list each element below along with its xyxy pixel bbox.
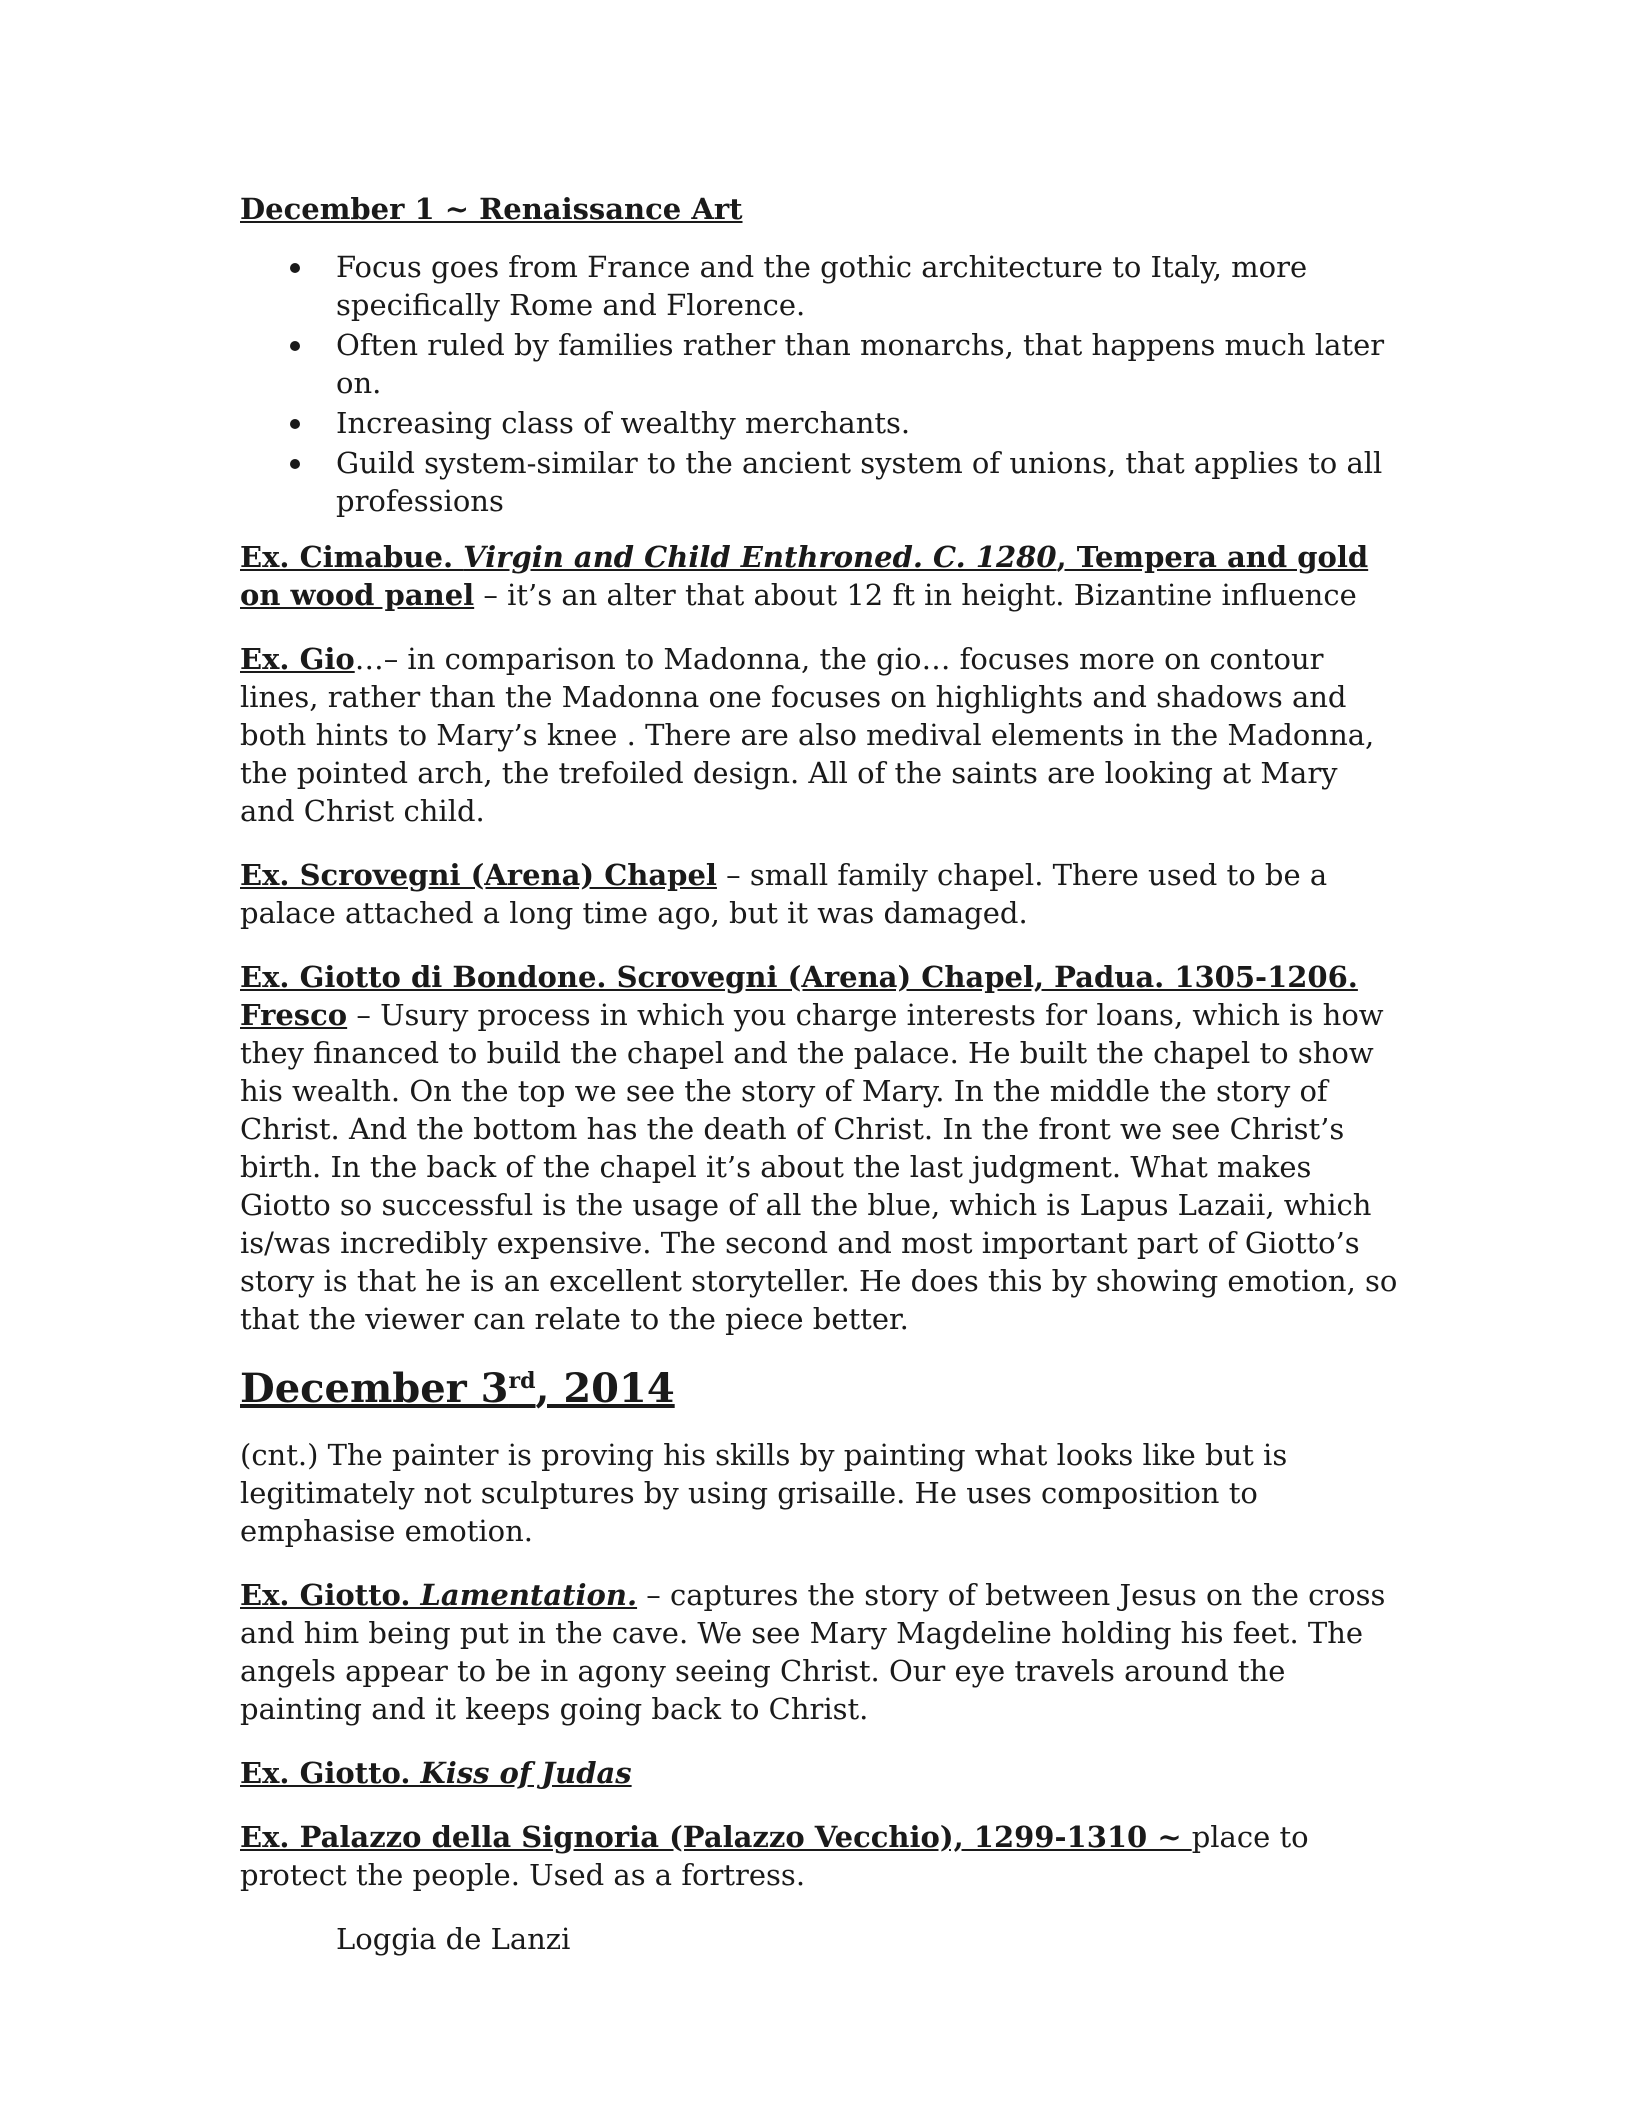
- heading-december-3: December 3rd, 2014: [240, 1365, 675, 1412]
- list-item: Increasing class of wealthy merchants.: [240, 404, 1400, 442]
- entry-gio: [240, 640, 1400, 830]
- entry-lead: Ex. Giotto. Lamentation.: [240, 1578, 638, 1612]
- entry-body: – Usury process in which you charge interests for loans, which is how they financed to build the chapel and the palace. He built the chapel to show his wealth. On the top we see the story of Mary. In the middle the story of Christ. And the bottom has the death of Christ. In the front we see Christ’s birth. In the back of the chapel it’s about the last judgment. What makes Giotto so successful is the usage of all the blue, which is Lapus Lazaii, which is/was incredibly expensive. The second and most important part of Giotto’s story is that he is an excellent storyteller. He does this by showing emotion, so that the viewer can relate to the piece better.: [240, 998, 1398, 1336]
- entry-body: – small family chapel. There used to be a palace attached a long time ago, but it was damaged.: [240, 858, 1328, 930]
- loggia-line: Loggia de Lanzi: [336, 1922, 571, 1956]
- entry-lead: Ex. Cimabue. Virgin and Child Enthroned. C. 1280, Tempera and gold on wood panel: [240, 540, 1369, 612]
- document-page: [240, 190, 1400, 1958]
- entry-palazzo: [240, 1818, 1400, 1894]
- entry-lead: Ex. Gio: [240, 642, 355, 676]
- bullet-icon: [290, 459, 300, 469]
- entry-lead: Ex. Palazzo della Signoria (Palazzo Vecchio), 1299-1310 ~: [240, 1820, 1192, 1854]
- list-item: Often ruled by families rather than monarchs, that happens much later on.: [240, 326, 1400, 402]
- entry-body: place to protect the people. Used as a fortress.: [240, 1820, 1309, 1892]
- entry-kiss-of-judas: [240, 1754, 1400, 1792]
- bullet-list: [240, 248, 1400, 520]
- list-item: Guild system-similar to the ancient system of unions, that applies to all professions: [240, 444, 1400, 520]
- entry-body: …– in comparison to Madonna, the gio… focuses more on contour lines, rather than the Madonna one focuses on highlights and shadows and both hints to Mary’s knee . There are also medival elements in the Madonna, the pointed arch, the trefoiled design. All of the saints are looking at Mary and Christ child.: [240, 642, 1375, 828]
- entry-lead: Ex. Giotto. Kiss of Judas: [240, 1756, 632, 1790]
- heading-december-1: December 1 ~ Renaissance Art: [240, 192, 743, 226]
- entry-lead: Ex. Scrovegni (Arena) Chapel: [240, 858, 717, 892]
- entry-cimabue: [240, 538, 1400, 614]
- entry-body: – it’s an alter that about 12 ft in height. Bizantine influence: [474, 578, 1357, 612]
- entry-lead: Ex. Giotto di Bondone. Scrovegni (Arena) Chapel, Padua. 1305-1206. Fresco: [240, 960, 1358, 1032]
- list-item: Focus goes from France and the gothic architecture to Italy, more specifically Rome and Florence.: [240, 248, 1400, 324]
- bullet-icon: [290, 419, 300, 429]
- entry-giotto-di-bondone: [240, 958, 1400, 1338]
- entry-continued: (cnt.) The painter is proving his skills by painting what looks like but is legitimately not sculptures by using grisaille. He uses composition to emphasise emotion.: [240, 1438, 1288, 1548]
- entry-scrovegni: [240, 856, 1400, 932]
- entry-body: – captures the story of between Jesus on the cross and him being put in the cave. We see Mary Magdeline holding his feet. The angels appear to be in agony seeing Christ. Our eye travels around the painting and it keeps going back to Christ.: [240, 1578, 1386, 1726]
- entry-lamentation: [240, 1576, 1400, 1728]
- bullet-icon: [290, 263, 300, 273]
- bullet-icon: [290, 341, 300, 351]
